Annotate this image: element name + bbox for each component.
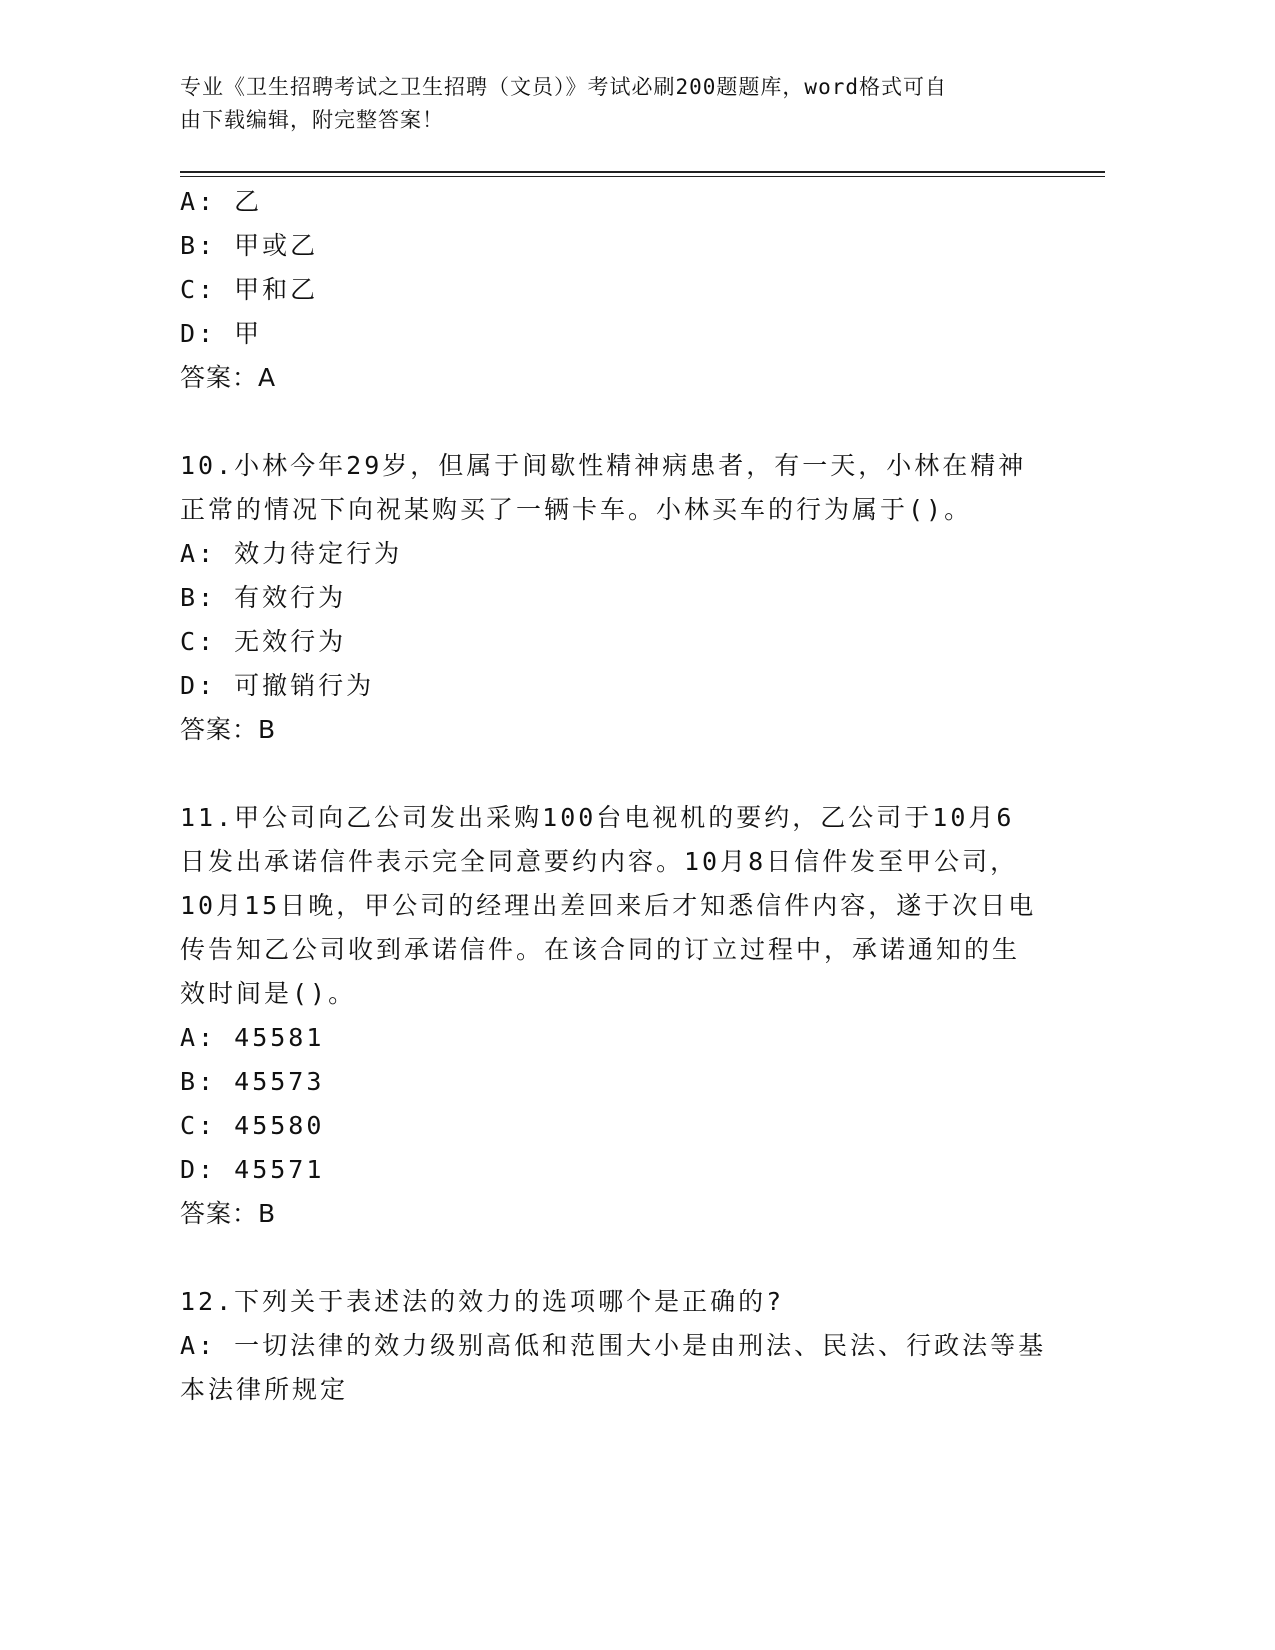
header-line-1: 专业《卫生招聘考试之卫生招聘（文员）》考试必刷200题题库，word格式可自 — [180, 75, 947, 99]
option-c: C: 甲和乙 — [180, 275, 319, 304]
option-a: A: 乙 — [180, 187, 263, 216]
option-a-continued: 本法律所规定 — [180, 1375, 349, 1404]
option-b: B: 45573 — [180, 1067, 325, 1096]
option-d: D: 甲 — [180, 319, 263, 348]
answer-label: 答案：B — [180, 1199, 277, 1228]
question-9 — [180, 180, 1055, 400]
question-stem-line: 10月15日晚，甲公司的经理出差回来后才知悉信件内容，遂于次日电 — [180, 891, 1037, 920]
question-stem-line: 10.小林今年29岁，但属于间歇性精神病患者，有一天，小林在精神 — [180, 451, 1027, 480]
option-b: B: 甲或乙 — [180, 231, 319, 260]
question-stem-line: 11.甲公司向乙公司发出采购100台电视机的要约，乙公司于10月6 — [180, 803, 1015, 832]
option-c: C: 45580 — [180, 1111, 325, 1140]
question-11 — [180, 796, 1055, 1236]
header-line-2: 由下载编辑，附完整答案！ — [180, 108, 444, 132]
document-header — [180, 71, 1040, 137]
question-12 — [180, 1280, 1055, 1412]
option-a: A: 45581 — [180, 1023, 325, 1052]
question-stem-line: 日发出承诺信件表示完全同意要约内容。10月8日信件发至甲公司， — [180, 847, 1019, 876]
option-d: D: 可撤销行为 — [180, 671, 375, 700]
option-a: A: 效力待定行为 — [180, 539, 403, 568]
answer-label: 答案：A — [180, 363, 277, 392]
option-d: D: 45571 — [180, 1155, 325, 1184]
question-stem-line: 传告知乙公司收到承诺信件。在该合同的订立过程中，承诺通知的生 — [180, 935, 1021, 964]
question-10 — [180, 444, 1055, 752]
header-rule-thin — [180, 176, 1105, 177]
question-list — [180, 180, 1055, 1412]
question-stem-line: 正常的情况下向祝某购买了一辆卡车。小林买车的行为属于()。 — [180, 495, 973, 524]
question-stem-line: 12.下列关于表述法的效力的选项哪个是正确的? — [180, 1287, 785, 1316]
option-c: C: 无效行为 — [180, 627, 347, 656]
question-stem-line: 效时间是()。 — [180, 979, 357, 1008]
option-a: A: 一切法律的效力级别高低和范围大小是由刑法、民法、行政法等基 — [180, 1331, 1047, 1360]
answer-label: 答案：B — [180, 715, 277, 744]
option-b: B: 有效行为 — [180, 583, 347, 612]
header-rule-thick — [180, 171, 1105, 173]
